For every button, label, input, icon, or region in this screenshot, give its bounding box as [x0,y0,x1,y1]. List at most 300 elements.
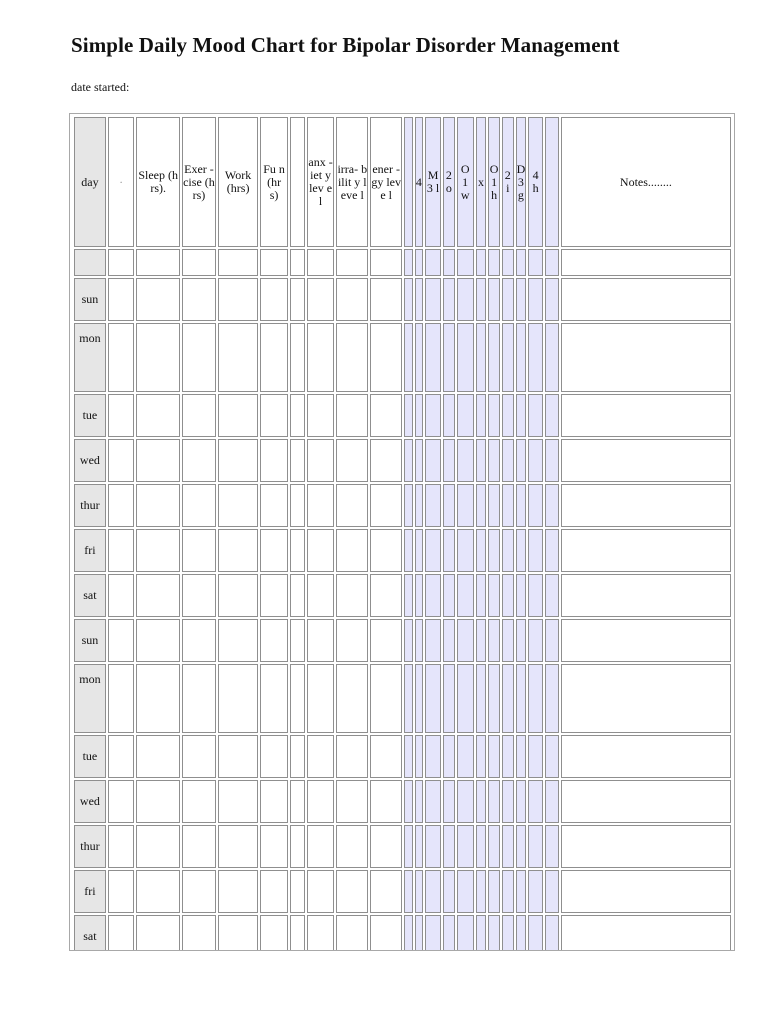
entry-cell[interactable] [260,735,288,778]
entry-cell[interactable] [370,323,402,392]
entry-cell[interactable] [136,735,180,778]
entry-cell[interactable] [218,735,258,778]
entry-cell[interactable] [182,780,216,823]
mood-scale-cell[interactable] [545,870,559,913]
mood-scale-cell[interactable] [528,278,543,321]
mood-scale-cell[interactable] [545,664,559,733]
mood-scale-cell[interactable] [443,394,455,437]
entry-cell[interactable] [307,484,335,527]
entry-cell[interactable] [218,323,258,392]
entry-cell[interactable] [370,529,402,572]
mood-scale-cell[interactable] [488,439,500,482]
entry-cell[interactable] [136,323,180,392]
entry-cell[interactable] [336,439,368,482]
mood-scale-cell[interactable] [404,780,412,823]
entry-cell[interactable] [108,915,135,951]
entry-cell[interactable] [108,870,135,913]
mood-scale-cell[interactable] [488,484,500,527]
notes-cell[interactable] [561,394,731,437]
mood-scale-cell[interactable] [516,278,527,321]
entry-cell[interactable] [290,915,305,951]
mood-scale-cell[interactable] [476,529,487,572]
mood-scale-cell[interactable] [528,439,543,482]
mood-scale-cell[interactable] [425,735,441,778]
entry-cell[interactable] [307,870,335,913]
mood-scale-cell[interactable] [488,278,500,321]
mood-scale-cell[interactable] [415,484,423,527]
entry-cell[interactable] [182,439,216,482]
mood-scale-cell[interactable] [502,664,514,733]
mood-scale-cell[interactable] [488,664,500,733]
mood-scale-cell[interactable] [528,870,543,913]
entry-cell[interactable] [218,664,258,733]
mood-scale-cell[interactable] [457,825,474,868]
mood-scale-cell[interactable] [516,574,527,617]
mood-scale-cell[interactable] [415,870,423,913]
mood-scale-cell[interactable] [528,664,543,733]
mood-scale-cell[interactable] [415,574,423,617]
mood-scale-cell[interactable] [443,870,455,913]
notes-cell[interactable] [561,574,731,617]
mood-scale-cell[interactable] [476,870,487,913]
notes-cell[interactable] [561,323,731,392]
entry-cell[interactable] [307,394,335,437]
mood-scale-cell[interactable] [488,529,500,572]
notes-cell[interactable] [561,870,731,913]
notes-cell[interactable] [561,735,731,778]
entry-cell[interactable] [307,529,335,572]
entry-cell[interactable] [136,664,180,733]
entry-cell[interactable] [108,394,135,437]
mood-scale-cell[interactable] [425,619,441,662]
entry-cell[interactable] [336,394,368,437]
entry-cell[interactable] [260,915,288,951]
mood-scale-cell[interactable] [528,915,543,951]
mood-scale-cell[interactable] [516,664,527,733]
entry-cell[interactable] [218,574,258,617]
mood-scale-cell[interactable] [443,484,455,527]
mood-scale-cell[interactable] [476,735,487,778]
entry-cell[interactable] [307,825,335,868]
entry-cell[interactable] [136,825,180,868]
mood-scale-cell[interactable] [415,394,423,437]
table-row [74,278,731,321]
mood-scale-cell[interactable] [502,439,514,482]
entry-cell[interactable] [218,394,258,437]
mood-scale-cell[interactable] [404,323,412,392]
entry-cell[interactable] [260,278,288,321]
entry-cell[interactable] [260,574,288,617]
mood-scale-cell[interactable] [425,323,441,392]
mood-scale-cell[interactable] [415,915,423,951]
entry-cell[interactable] [260,529,288,572]
mood-scale-cell[interactable] [545,735,559,778]
entry-cell[interactable] [336,664,368,733]
mood-scale-cell[interactable] [476,439,487,482]
mood-scale-cell[interactable] [476,915,487,951]
mood-scale-cell[interactable] [425,439,441,482]
day-label-cell: wed [74,780,106,823]
entry-cell[interactable] [218,619,258,662]
mood-scale-cell[interactable] [516,439,527,482]
entry-cell[interactable] [218,870,258,913]
mood-scale-cell[interactable] [502,619,514,662]
entry-cell[interactable] [336,619,368,662]
entry-cell[interactable] [260,825,288,868]
entry-cell[interactable] [260,870,288,913]
entry-cell[interactable] [260,439,288,482]
mood-scale-cell[interactable] [502,484,514,527]
mood-scale-cell[interactable] [545,780,559,823]
entry-cell[interactable] [370,484,402,527]
mood-scale-cell[interactable] [476,323,487,392]
mood-scale-cell[interactable] [488,780,500,823]
mood-scale-cell[interactable] [457,529,474,572]
mood-scale-cell[interactable] [545,915,559,951]
entry-cell[interactable] [370,394,402,437]
mood-scale-cell[interactable] [502,394,514,437]
notes-cell[interactable] [561,780,731,823]
entry-cell[interactable] [182,574,216,617]
mood-scale-cell[interactable] [457,915,474,951]
mood-scale-cell[interactable] [404,278,412,321]
notes-cell[interactable] [561,484,731,527]
mood-scale-cell[interactable] [404,825,412,868]
entry-cell[interactable] [136,529,180,572]
mood-scale-cell[interactable] [545,574,559,617]
mood-scale-cell[interactable] [443,735,455,778]
mood-scale-cell[interactable] [415,439,423,482]
mood-scale-cell[interactable] [415,278,423,321]
mood-scale-cell[interactable] [443,439,455,482]
entry-cell[interactable] [370,825,402,868]
mood-scale-cell[interactable] [415,825,423,868]
entry-cell[interactable] [370,780,402,823]
mood-scale-cell[interactable] [404,529,412,572]
entry-cell[interactable] [290,529,305,572]
entry-cell[interactable] [290,735,305,778]
entry-cell[interactable] [136,394,180,437]
entry-cell[interactable] [182,915,216,951]
entry-cell[interactable] [370,664,402,733]
entry-cell[interactable] [370,619,402,662]
table-row [74,735,731,778]
mood-scale-cell[interactable] [404,484,412,527]
mood-scale-cell[interactable] [516,825,527,868]
mood-scale-cell[interactable] [545,529,559,572]
mood-scale-cell[interactable] [488,915,500,951]
entry-cell[interactable] [108,278,135,321]
mood-scale-cell[interactable] [457,439,474,482]
mood-scale-cell[interactable] [443,780,455,823]
entry-cell[interactable] [136,439,180,482]
entry-cell[interactable] [108,825,135,868]
entry-cell[interactable] [182,529,216,572]
entry-cell[interactable] [307,664,335,733]
mood-scale-cell[interactable] [425,278,441,321]
entry-cell[interactable] [108,439,135,482]
entry-cell[interactable] [307,439,335,482]
mood-scale-cell[interactable] [502,780,514,823]
entry-cell[interactable] [290,394,305,437]
mood-scale-cell[interactable] [476,484,487,527]
mood-scale-cell[interactable] [443,529,455,572]
entry-cell[interactable] [307,780,335,823]
mood-scale-cell[interactable] [425,780,441,823]
entry-cell[interactable] [290,439,305,482]
mood-scale-cell[interactable] [457,870,474,913]
entry-cell[interactable] [290,619,305,662]
entry-cell[interactable] [336,574,368,617]
mood-scale-cell[interactable] [516,484,527,527]
entry-cell[interactable] [260,323,288,392]
mood-scale-cell[interactable] [425,825,441,868]
mood-scale-cell[interactable] [425,484,441,527]
entry-cell[interactable] [336,529,368,572]
entry-cell[interactable] [182,484,216,527]
notes-cell[interactable] [561,825,731,868]
entry-cell[interactable] [290,664,305,733]
entry-cell[interactable] [182,870,216,913]
mood-scale-cell[interactable] [488,323,500,392]
entry-cell[interactable] [336,278,368,321]
mood-scale-cell[interactable] [476,780,487,823]
entry-cell[interactable] [108,484,135,527]
mood-scale-cell[interactable] [488,619,500,662]
mood-scale-cell[interactable] [476,574,487,617]
entry-cell[interactable] [370,915,402,951]
entry-cell[interactable] [136,619,180,662]
notes-cell[interactable] [561,439,731,482]
mood-scale-cell[interactable] [502,735,514,778]
entry-cell[interactable] [307,915,335,951]
entry-cell[interactable] [182,323,216,392]
mood-scale-cell[interactable] [404,394,412,437]
mood-scale-cell[interactable] [425,394,441,437]
notes-cell[interactable] [561,278,731,321]
mood-scale-cell[interactable] [488,574,500,617]
mood-scale-cell[interactable] [528,529,543,572]
mood-scale-cell[interactable] [443,619,455,662]
mood-scale-cell[interactable] [502,825,514,868]
entry-cell[interactable] [136,915,180,951]
mood-scale-cell[interactable] [457,735,474,778]
entry-cell[interactable] [108,664,135,733]
table-row [74,529,731,572]
mood-scale-cell[interactable] [545,825,559,868]
mood-scale-cell[interactable] [476,394,487,437]
mood-scale-cell[interactable] [545,323,559,392]
entry-cell[interactable] [290,278,305,321]
mood-scale-cell[interactable] [516,529,527,572]
notes-cell[interactable] [561,915,731,951]
entry-cell[interactable] [290,484,305,527]
entry-cell[interactable] [260,619,288,662]
notes-cell[interactable] [561,529,731,572]
entry-cell[interactable] [182,619,216,662]
entry-cell[interactable] [136,484,180,527]
entry-cell[interactable] [290,825,305,868]
entry-cell[interactable] [260,780,288,823]
mood-scale-cell[interactable] [528,619,543,662]
mood-scale-cell[interactable] [415,664,423,733]
mood-scale-cell[interactable] [425,529,441,572]
mood-scale-cell[interactable] [516,394,527,437]
entry-cell[interactable] [370,574,402,617]
entry-cell[interactable] [260,664,288,733]
mood-scale-cell[interactable] [457,394,474,437]
entry-cell[interactable] [218,825,258,868]
mood-scale-cell[interactable] [502,915,514,951]
mood-scale-cell[interactable] [528,394,543,437]
entry-cell[interactable] [290,780,305,823]
mood-scale-cell[interactable] [404,870,412,913]
mood-scale-cell[interactable] [545,439,559,482]
entry-cell[interactable] [336,735,368,778]
mood-scale-cell[interactable] [457,484,474,527]
mood-scale-cell[interactable] [404,439,412,482]
mood-scale-cell[interactable] [488,825,500,868]
entry-cell[interactable] [136,278,180,321]
entry-cell[interactable] [260,484,288,527]
mood-scale-cell[interactable] [415,323,423,392]
mood-scale-cell[interactable] [457,619,474,662]
mood-scale-cell[interactable] [425,915,441,951]
mood-scale-cell[interactable] [415,780,423,823]
mood-scale-cell[interactable] [443,915,455,951]
mood-scale-cell[interactable] [457,664,474,733]
entry-cell[interactable] [182,664,216,733]
mood-scale-cell[interactable] [457,323,474,392]
mood-scale-cell[interactable] [404,574,412,617]
mood-scale-cell[interactable] [516,619,527,662]
mood-scale-cell[interactable] [516,915,527,951]
entry-cell[interactable] [336,870,368,913]
mood-scale-cell[interactable] [516,780,527,823]
mood-scale-cell[interactable] [502,278,514,321]
notes-cell[interactable] [561,619,731,662]
mood-scale-cell[interactable] [404,664,412,733]
mood-scale-cell[interactable] [528,574,543,617]
notes-cell[interactable] [561,664,731,733]
header-mood-7: O 1 h [488,117,500,247]
mood-scale-cell[interactable] [502,529,514,572]
mood-scale-cell[interactable] [528,735,543,778]
mood-scale-cell[interactable] [545,278,559,321]
mood-scale-cell[interactable] [425,664,441,733]
entry-cell[interactable] [336,780,368,823]
entry-cell[interactable] [307,735,335,778]
mood-scale-cell[interactable] [488,735,500,778]
entry-cell[interactable] [260,394,288,437]
entry-cell[interactable] [218,529,258,572]
mood-scale-cell[interactable] [516,323,527,392]
mood-scale-cell[interactable] [457,278,474,321]
mood-scale-cell[interactable] [404,735,412,778]
mood-scale-cell[interactable] [443,278,455,321]
entry-cell[interactable] [108,780,135,823]
mood-scale-cell[interactable] [488,870,500,913]
mood-scale-cell[interactable] [476,619,487,662]
entry-cell[interactable] [108,574,135,617]
table-row [74,619,731,662]
entry-cell[interactable] [307,323,335,392]
entry-cell[interactable] [307,574,335,617]
mood-scale-cell[interactable] [425,574,441,617]
entry-cell[interactable] [218,484,258,527]
entry-cell[interactable] [307,619,335,662]
entry-cell[interactable] [370,870,402,913]
entry-cell[interactable] [336,323,368,392]
entry-cell[interactable] [370,735,402,778]
mood-scale-cell[interactable] [443,825,455,868]
mood-scale-cell[interactable] [545,484,559,527]
entry-cell[interactable] [218,780,258,823]
entry-cell[interactable] [218,915,258,951]
mood-scale-cell[interactable] [502,574,514,617]
entry-cell[interactable] [182,394,216,437]
mood-scale-cell[interactable] [415,619,423,662]
entry-cell[interactable] [136,780,180,823]
entry-cell[interactable] [290,574,305,617]
mood-scale-cell[interactable] [502,870,514,913]
mood-scale-cell[interactable] [404,915,412,951]
entry-cell[interactable] [336,484,368,527]
mood-scale-cell[interactable] [404,619,412,662]
entry-cell[interactable] [218,278,258,321]
mood-scale-cell[interactable] [516,870,527,913]
entry-cell[interactable] [136,574,180,617]
entry-cell[interactable] [290,323,305,392]
mood-scale-cell[interactable] [545,394,559,437]
mood-scale-cell[interactable] [457,780,474,823]
mood-scale-cell[interactable] [476,664,487,733]
mood-scale-cell[interactable] [443,664,455,733]
entry-cell[interactable] [370,278,402,321]
entry-cell[interactable] [336,915,368,951]
entry-cell[interactable] [307,278,335,321]
entry-cell[interactable] [218,439,258,482]
mood-scale-cell[interactable] [528,323,543,392]
entry-cell[interactable] [182,825,216,868]
mood-scale-cell[interactable] [488,394,500,437]
entry-cell[interactable] [136,870,180,913]
mood-scale-cell[interactable] [415,529,423,572]
mood-scale-cell[interactable] [425,870,441,913]
mood-scale-cell[interactable] [545,619,559,662]
entry-cell[interactable] [336,825,368,868]
entry-cell[interactable] [182,735,216,778]
mood-scale-cell[interactable] [415,735,423,778]
entry-cell[interactable] [108,735,135,778]
mood-scale-cell[interactable] [528,825,543,868]
mood-scale-cell[interactable] [443,323,455,392]
mood-scale-cell[interactable] [443,574,455,617]
entry-cell[interactable] [108,619,135,662]
entry-cell[interactable] [108,529,135,572]
entry-cell[interactable] [290,870,305,913]
mood-scale-cell[interactable] [516,735,527,778]
entry-cell[interactable] [182,278,216,321]
mood-scale-cell[interactable] [476,825,487,868]
mood-scale-cell[interactable] [528,484,543,527]
mood-scale-cell[interactable] [502,323,514,392]
mood-scale-cell[interactable] [528,780,543,823]
mood-scale-cell[interactable] [476,278,487,321]
entry-cell[interactable] [370,439,402,482]
mood-scale-cell[interactable] [457,574,474,617]
entry-cell[interactable] [108,323,135,392]
